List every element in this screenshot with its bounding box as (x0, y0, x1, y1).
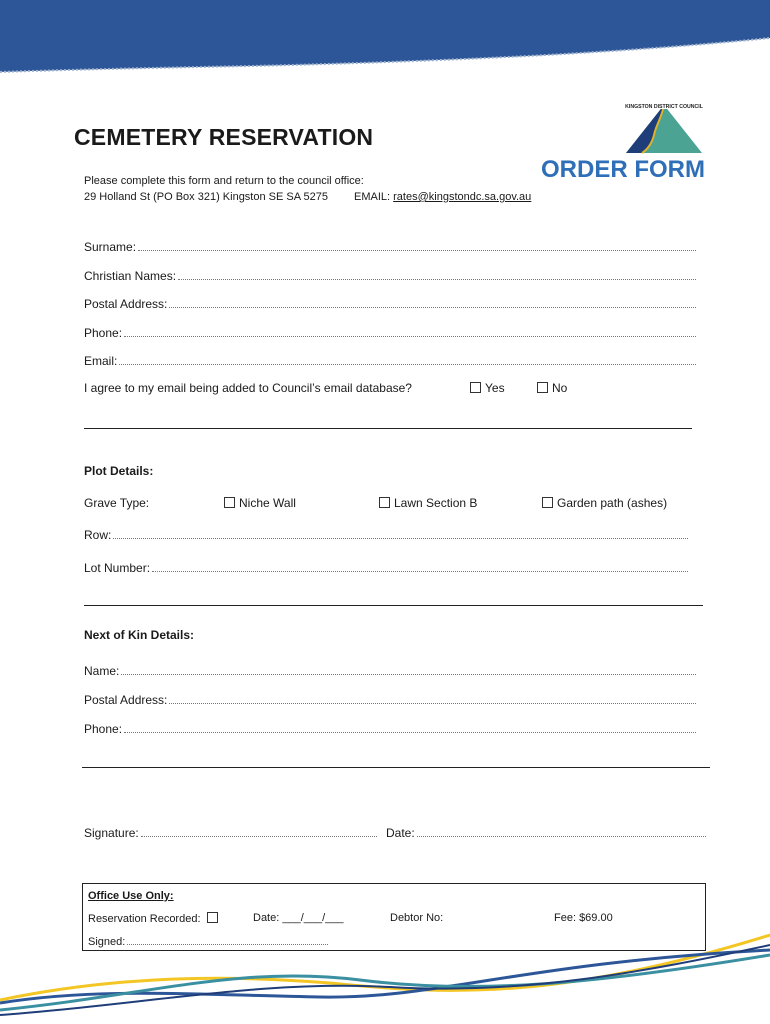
kin-postal-address-label: Postal Address: (84, 693, 168, 707)
email-input-line[interactable] (119, 354, 696, 365)
lot-number-input-line[interactable] (152, 561, 688, 572)
kin-postal-address-field[interactable] (84, 693, 696, 707)
council-logo (618, 95, 710, 155)
intro-instructions: Please complete this form and return to the council office: (84, 175, 364, 187)
section-divider (84, 605, 703, 606)
footer-waves (0, 925, 770, 1024)
surname-input-line[interactable] (138, 240, 696, 251)
email-consent-question: I agree to my email being added to Council’s email database? (84, 381, 412, 395)
logo-text: KINGSTON DISTRICT COUNCIL (625, 104, 703, 110)
consent-no-label: No (552, 381, 568, 395)
date-input-line[interactable] (417, 826, 706, 837)
date-field[interactable] (386, 826, 706, 840)
lawn-section-b-label: Lawn Section B (394, 496, 478, 510)
kin-phone-label: Phone: (84, 722, 123, 736)
header-band (0, 0, 770, 80)
row-field[interactable] (84, 528, 688, 542)
email-label (354, 191, 531, 203)
kin-phone-input-line[interactable] (124, 722, 696, 733)
consent-no-option[interactable] (537, 381, 567, 395)
lot-number-label: Lot Number: (84, 561, 151, 575)
email-field[interactable] (84, 354, 696, 368)
email-field-label: Email: (84, 354, 118, 368)
council-address: 29 Holland St (PO Box 321) Kingston SE SA 5275 (84, 191, 328, 203)
debtor-no[interactable]: Debtor No: (390, 912, 444, 924)
kin-name-label: Name: (84, 664, 120, 678)
garden-path-label: Garden path (ashes) (557, 496, 668, 510)
grave-type-label: Grave Type: (84, 496, 150, 510)
signature-field[interactable] (84, 826, 377, 840)
postal-address-label: Postal Address: (84, 297, 168, 311)
kin-phone-field[interactable] (84, 722, 696, 736)
consent-no-checkbox[interactable] (537, 382, 548, 393)
section-divider (84, 428, 692, 429)
niche-wall-option[interactable] (224, 496, 296, 510)
postal-address-input-line[interactable] (169, 297, 696, 308)
plot-details-heading: Plot Details: (84, 464, 154, 478)
signature-label: Signature: (84, 826, 139, 840)
christian-names-field[interactable] (84, 269, 696, 283)
kin-name-input-line[interactable] (121, 664, 696, 675)
date-label: Date: (386, 826, 415, 840)
christian-names-input-line[interactable] (178, 269, 696, 280)
next-of-kin-heading: Next of Kin Details: (84, 628, 195, 642)
council-email-link[interactable]: rates@kingstondc.sa.gov.au (393, 191, 532, 203)
surname-field[interactable] (84, 240, 696, 254)
lawn-section-b-checkbox[interactable] (379, 497, 390, 508)
reservation-recorded-field[interactable] (88, 912, 222, 925)
office-date[interactable]: Date: ___/___/___ (253, 912, 344, 924)
niche-wall-label: Niche Wall (239, 496, 296, 510)
consent-yes-option[interactable] (470, 381, 505, 395)
consent-yes-label: Yes (485, 381, 505, 395)
garden-path-checkbox[interactable] (542, 497, 553, 508)
office-use-heading: Office Use Only: (88, 890, 174, 902)
phone-input-line[interactable] (124, 326, 696, 337)
email-label-text: EMAIL: (354, 191, 391, 203)
row-label: Row: (84, 528, 112, 542)
signature-input-line[interactable] (141, 826, 377, 837)
fee: Fee: $69.00 (554, 912, 613, 924)
lawn-section-b-option[interactable] (379, 496, 477, 510)
phone-field[interactable] (84, 326, 696, 340)
christian-names-label: Christian Names: (84, 269, 177, 283)
row-input-line[interactable] (113, 528, 688, 539)
niche-wall-checkbox[interactable] (224, 497, 235, 508)
reservation-recorded-label: Reservation Recorded: (88, 913, 201, 925)
consent-yes-checkbox[interactable] (470, 382, 481, 393)
kin-postal-address-input-line[interactable] (169, 693, 696, 704)
reservation-recorded-checkbox[interactable] (207, 912, 218, 923)
form-title: CEMETERY RESERVATION (74, 124, 374, 150)
phone-label: Phone: (84, 326, 123, 340)
postal-address-field[interactable] (84, 297, 696, 311)
form-subtitle: ORDER FORM (541, 156, 705, 183)
surname-label: Surname: (84, 240, 137, 254)
office-signed-label: Signed: (88, 936, 126, 948)
kin-name-field[interactable] (84, 664, 696, 678)
lot-number-field[interactable] (84, 561, 688, 575)
garden-path-option[interactable] (542, 496, 667, 510)
section-divider (82, 767, 710, 768)
